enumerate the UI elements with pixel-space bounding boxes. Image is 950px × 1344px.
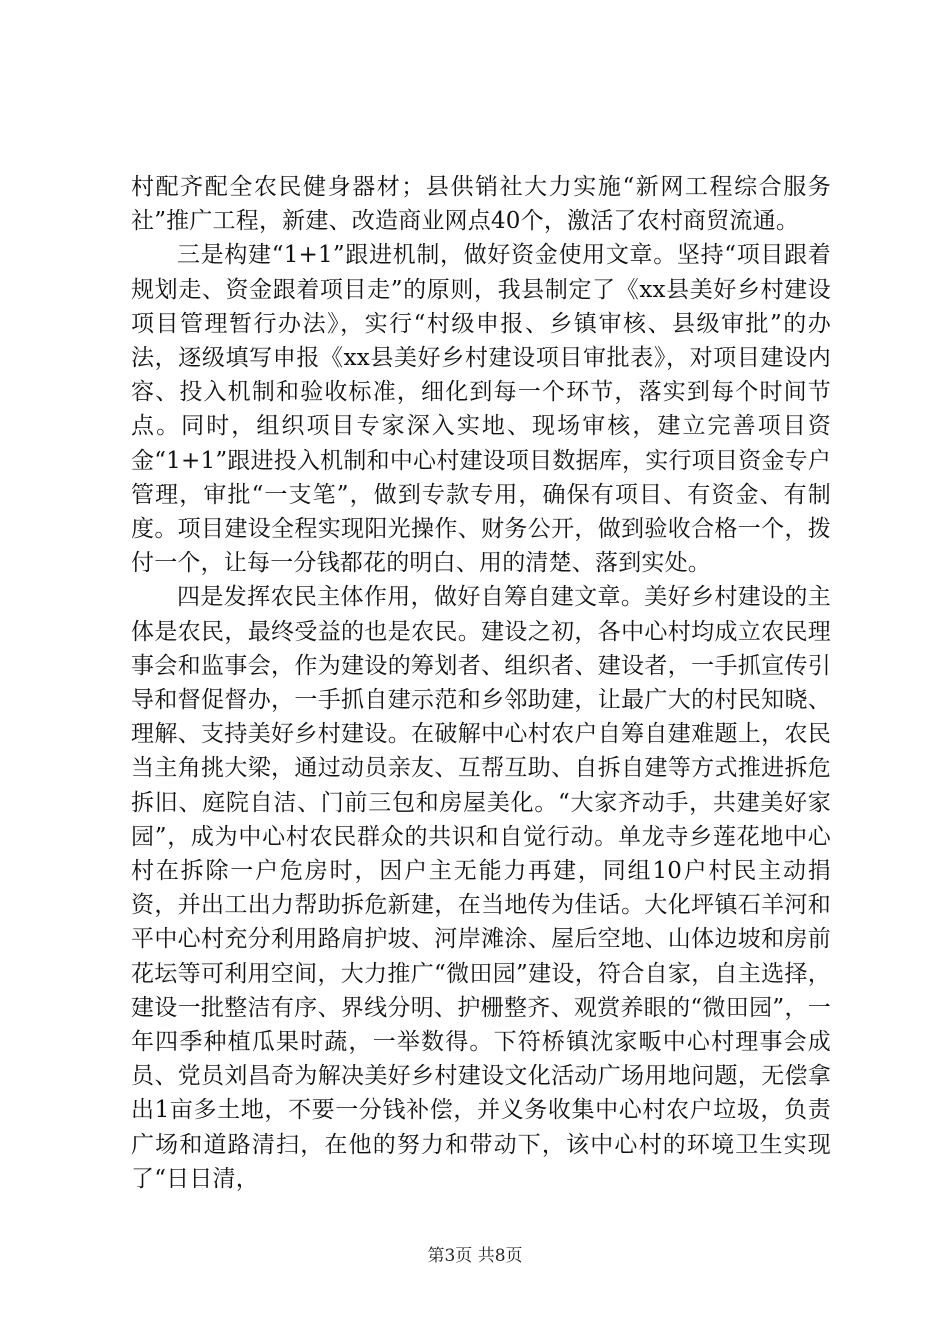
paragraph-2: 三是构建“1+1”跟进机制，做好资金使用文章。坚持“项目跟着规划走、资金跟着项目走”的原则，我县制定了《xx县美好乡村建设项目管理暂行办法》，实行“村级申报、乡镇审核、县级审批”的办法，逐级填写申报《xx县美好乡村建设项目审批表》，对项目建设内容、投入机制和验收标准，细化到每一个环节，落实到每个时间节点。同时，组织项目专家深入实地、现场审核，建立完善项目资金“1+1”跟进投入机制和中心村建设项目数据库，实行项目资金专户管理，审批“一支笔”，做到专款专用，确保有项目、有资金、有制度。项目建设全程实现阳光操作、财务公开，做到验收合格一个，拨付一个，让每一分钱都花的明白、用的清楚、落到实处。 xyxy=(131,242,831,577)
page-number-footer: 第3页 共8页 xyxy=(427,1246,523,1266)
paragraph-3: 四是发挥农民主体作用，做好自筹自建文章。美好乡村建设的主体是农民，最终受益的也是农民。建设之初，各中心村均成立农民理事会和监事会，作为建设的筹划者、组织者、建设者，一手抓宣传引导和督促督办，一手抓自建示范和乡邻助建，让最广大的村民知晓、理解、支持美好乡村建设。在破解中心村农户自筹自建难题上，农民当主角挑大梁，通过动员亲友、互帮互助、自拆自建等方式推进拆危拆旧、庭院自洁、门前三包和房屋美化。“大家齐动手，共建美好家园”，成为中心村农民群众的共识和自觉行动。单龙寺乡莲花地中心村在拆除一户危房时，因户主无能力再建，同组10户村民主动捐资，并出工出力帮助拆危新建，在当地传为佳话。大化坪镇石羊河和平中心村充分利用路肩护坡、河岸滩涂、屋后空地、山体边坡和房前花坛等可利用空间，大力推广“微田园”建设，符合自家，自主选择，建设一批整洁有序、界线分明、护栅整齐、观赏养眼的“微田园”，一年四季种植瓜果时蔬，一举数得。下符桥镇沈家畈中心村理事会成员、党员刘昌奇为解决美好乡村建设文化活动广场用地问题，无偿拿出1亩多土地，不要一分钱补偿，并义务收集中心村农户垃圾，负责广场和道路清扫，在他的努力和带动下，该中心村的环境卫生实现了“日日清， xyxy=(131,584,831,1192)
paragraph-1: 村配齐配全农民健身器材；县供销社大力实施“新网工程综合服务社”推广工程，新建、改造商业网点40个，激活了农村商贸流通。 xyxy=(131,174,831,235)
document-body xyxy=(131,170,831,1196)
